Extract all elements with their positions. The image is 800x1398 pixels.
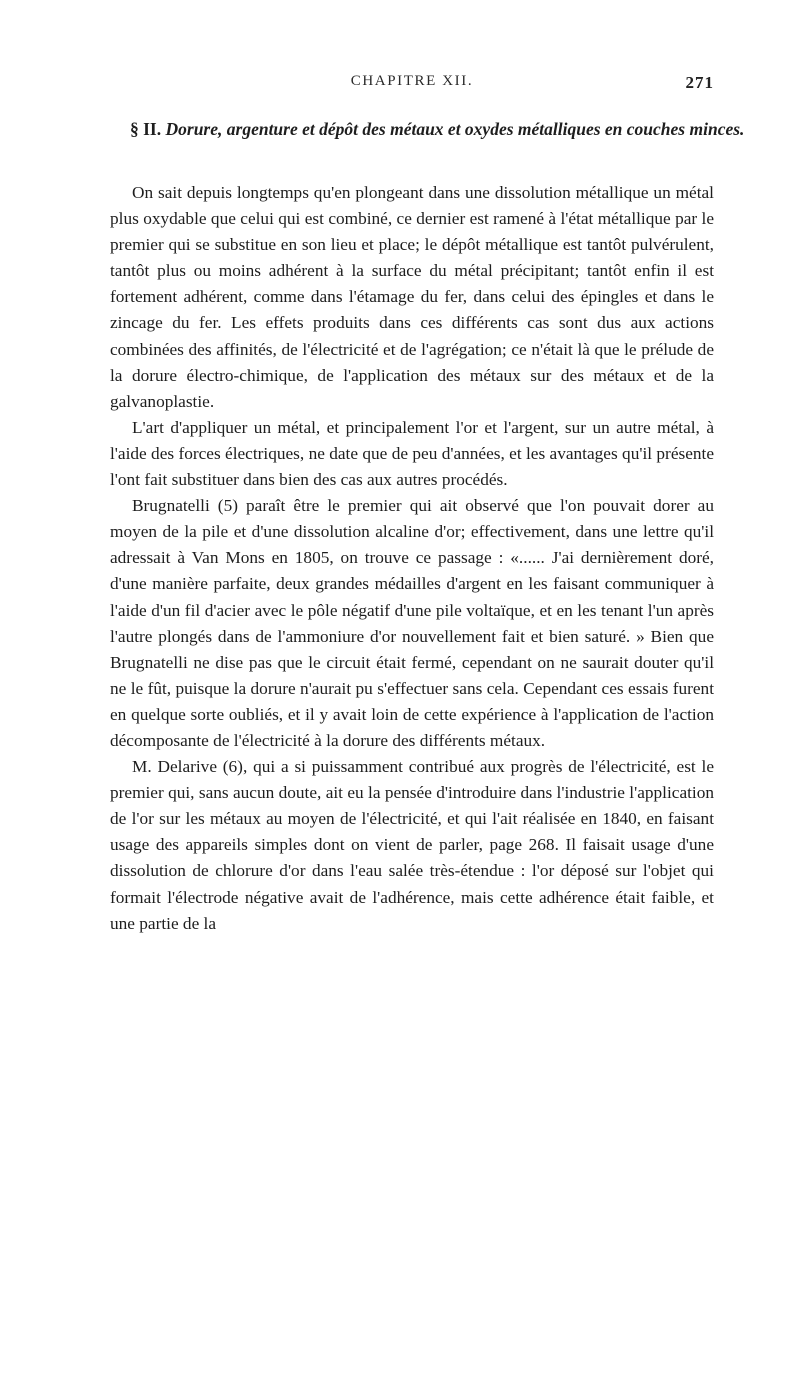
running-header — [110, 73, 714, 97]
paragraph: M. Delarive (6), qui a si puissamment contribué aux progrès de l'électricité, est le premier qui, sans aucun doute, ait eu la pensée d'introduire dans l'industrie l'application de l'or sur les métaux au moyen de l'électricité, et qui l'ait réalisée en 1840, en faisant usage des appareils simples dont on vient de parler, page 268. Il faisait usage d'une dissolution de chlorure d'or dans l'eau salée très-étendue : l'or déposé sur l'objet qui formait l'électrode négative avait de l'adhérence, mais cette adhérence était faible, et une partie de la — [110, 757, 714, 933]
section-heading — [110, 118, 754, 141]
paragraph: Brugnatelli (5) paraît être le premier qui ait observé que l'on pouvait dorer au moyen de la pile et d'une dissolution alcaline d'or; effectivement, dans une lettre qu'il adressait à Van Mons en 1805, on trouve ce passage : «...... J'ai dernièrement doré, d'une manière parfaite, deux grandes médailles d'argent en les faisant communiquer à l'aide d'un fil d'acier avec le pôle négatif d'une pile voltaïque, et en les tenant l'un après l'autre plongés dans de l'ammoniure d'or nouvellement fait et bien saturé. » Bien que Brugnatelli ne dise pas que le circuit était fermé, cependant on ne saurait douter qu'il ne le fût, puisque la dorure n'aurait pu s'effectuer sans cela. Cependant ces essais furent en quelque sorte oubliés, et il y avait loin de cette expérience à l'application de l'action décomposante de l'électricité à la dorure des différents métaux. — [110, 496, 714, 750]
section-mark: § II. — [130, 119, 162, 139]
chapter-title: CHAPITRE XII. — [350, 73, 474, 89]
paragraph: On sait depuis longtemps qu'en plongeant dans une dissolution métallique un métal plus oxydable que celui qui est combiné, ce dernier est ramené à l'état métallique par le premier qui se substitue en son lieu et place; le dépôt métallique est tantôt pulvérulent, tantôt plus ou moins adhérent à la surface du métal précipitant; tantôt enfin il est fortement adhérent, comme dans l'étamage du fer, dans celui des épingles et dans le zincage du fer. Les effets produits dans ces différents cas sont dus aux actions combinées des affinités, de l'électricité et de l'agrégation; ce n'était là que le prélude de la dorure électro-chimique, de l'application des métaux sur des métaux et de la galvanoplastie. — [110, 183, 714, 411]
page-number: 271 — [685, 73, 714, 92]
section-title: Dorure, argenture et dépôt des métaux et oxydes métalliques en couches minces. — [165, 119, 745, 139]
body-text — [110, 180, 714, 937]
paragraph: L'art d'appliquer un métal, et principalement l'or et l'argent, sur un autre métal, à l'aide des forces électriques, ne date que de peu d'années, et les avantages qu'il présente l'ont fait substituer dans bien des cas aux autres procédés. — [110, 417, 714, 490]
